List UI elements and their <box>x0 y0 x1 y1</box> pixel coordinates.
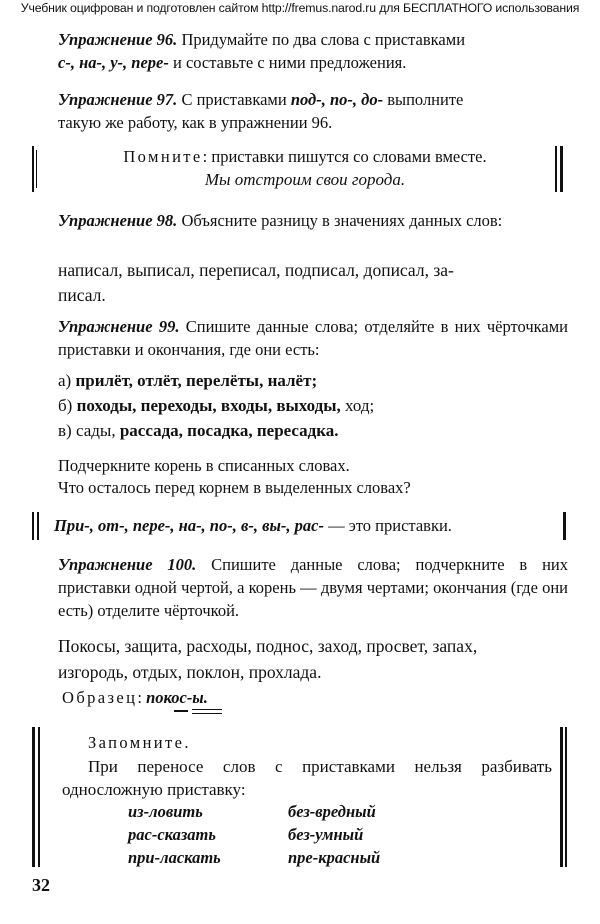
exercise-98-text: Объясните разницу в значениях данных слов: <box>177 211 503 230</box>
rule-1-text: : приставки пишутся со словами вместе. <box>202 147 487 166</box>
item-b-words-plain: ход; <box>340 396 375 415</box>
sample-prefix-underline <box>174 710 188 712</box>
rule-1-left-bar-thin <box>36 150 37 188</box>
exercise-99-item-b <box>58 393 568 418</box>
exercise-99 <box>58 315 568 361</box>
exercise-99-text: Спишите данные слова; отделяйте в них чёрточками приставки и окончания, где они есть: <box>58 317 568 359</box>
exercise-100 <box>58 553 568 622</box>
example-row-2 <box>128 823 528 846</box>
exercise-97-title: Упражнение 97. <box>58 90 178 109</box>
exercise-100-words <box>58 633 568 685</box>
rule-1-label: Помните <box>123 147 203 166</box>
exercise-100-words-1: Покосы, защита, расходы, поднос, заход, просвет, запах, <box>58 636 478 656</box>
rule-1 <box>60 145 550 191</box>
exercise-100-text: Спишите данные слова; подчеркните в них приставки одной чертой, а корень — двумя чертами; окончания (где они есть) отделите чёрточкой. <box>58 555 568 620</box>
rule-1-right-bar <box>555 146 557 192</box>
item-b-label: б) <box>58 396 73 415</box>
sample-word-text: покос-ы. <box>146 688 208 707</box>
example-row-1 <box>128 800 528 823</box>
exercise-99-item-a <box>58 368 568 393</box>
item-a-label: а) <box>58 371 72 390</box>
example-row-3 <box>128 846 528 869</box>
example-word: рас-сказать <box>128 825 216 844</box>
exercise-97 <box>58 88 568 134</box>
item-c-words-bold: рассада, посадка, пересадка. <box>119 421 339 440</box>
exercise-99-tasks <box>58 455 568 499</box>
rule-3-text <box>62 755 552 801</box>
rule-2-prefixes: При-, от-, пере-, на-, по-, в-, вы-, рас- <box>54 516 324 535</box>
example-word: из-ловить <box>128 802 203 821</box>
exercise-100-title: Упражнение 100. <box>58 555 197 574</box>
rule-3-examples <box>128 800 528 869</box>
rule-2-right-bar <box>563 512 566 540</box>
rule-2-left-bar-2 <box>37 512 39 540</box>
exercise-99-task-1: Подчеркните корень в списанных словах. <box>58 456 350 475</box>
exercise-96 <box>58 28 568 74</box>
rule-3-right-bar-2 <box>565 727 567 867</box>
example-word: при-ласкать <box>128 848 221 867</box>
example-word: без-вредный <box>288 802 376 821</box>
rule-1-left-bar <box>32 146 34 192</box>
exercise-98-words-1: написал, выписал, переписал, подписал, дописал, за- <box>58 260 454 280</box>
exercise-97-text: С приставками <box>177 90 291 109</box>
exercise-96-title: Упражнение 96. <box>58 30 178 49</box>
exercise-100-sample <box>62 686 572 709</box>
exercise-100-words-2: изгородь, отдых, поклон, прохлада. <box>58 662 322 682</box>
exercise-98-title: Упражнение 98. <box>58 211 178 230</box>
rule-2 <box>54 514 559 537</box>
exercise-98-words-2: писал. <box>58 285 106 305</box>
rule-3-text-content: При переносе слов с приставками нельзя разбивать односложную приставку: <box>62 757 552 799</box>
exercise-99-list <box>58 368 568 443</box>
item-b-words-bold: походы, переходы, входы, выходы, <box>76 396 341 415</box>
example-word: пре-красный <box>288 848 381 867</box>
rule-1-example: Мы отстроим свои города. <box>204 170 406 189</box>
rule-3-label: Запомните. <box>88 733 191 752</box>
example-word: без-умный <box>288 825 364 844</box>
sample-colon: : <box>137 688 147 707</box>
exercise-98 <box>58 209 568 232</box>
rule-3 <box>88 731 553 754</box>
rule-3-right-bar <box>560 727 563 867</box>
exercise-97-prefixes: под-, по-, до- <box>290 90 384 109</box>
exercise-98-words <box>58 258 568 308</box>
sample-word <box>146 688 208 707</box>
sample-root-underline-bottom <box>192 713 222 714</box>
sample-root-underline-top <box>192 709 222 710</box>
exercise-96-text: Придумайте по два слова с приставками <box>177 30 466 49</box>
exercise-99-item-c <box>58 418 568 443</box>
page-number: 32 <box>32 875 50 895</box>
exercise-96-prefixes: с-, на-, у-, пере- <box>58 53 169 72</box>
rule-3-left-bar-2 <box>38 727 40 867</box>
item-c-label: в) <box>58 421 72 440</box>
exercise-97-text-2: выполните <box>383 90 464 109</box>
rule-2-text: — это приставки. <box>323 516 452 535</box>
sample-label: Образец <box>62 688 138 707</box>
rule-2-left-bar <box>32 512 34 540</box>
exercise-99-task-2: Что осталось перед корнем в выделенных словах? <box>58 478 411 497</box>
exercise-99-title: Упражнение 99. <box>58 317 180 336</box>
item-c-words-plain: сады, <box>75 421 120 440</box>
exercise-97-text-3: такую же работу, как в упражнении 96. <box>58 113 333 132</box>
watermark: Учебник оцифрован и подготовлен сайтом http://fremus.narod.ru для БЕСПЛАТНОГО использования <box>20 1 580 15</box>
rule-3-left-bar <box>32 727 35 867</box>
item-a-words: прилёт, отлёт, перелёты, налёт; <box>75 371 318 390</box>
exercise-96-text-2: и составьте с ними предложения. <box>168 53 407 72</box>
rule-1-right-bar-thick <box>560 146 563 192</box>
